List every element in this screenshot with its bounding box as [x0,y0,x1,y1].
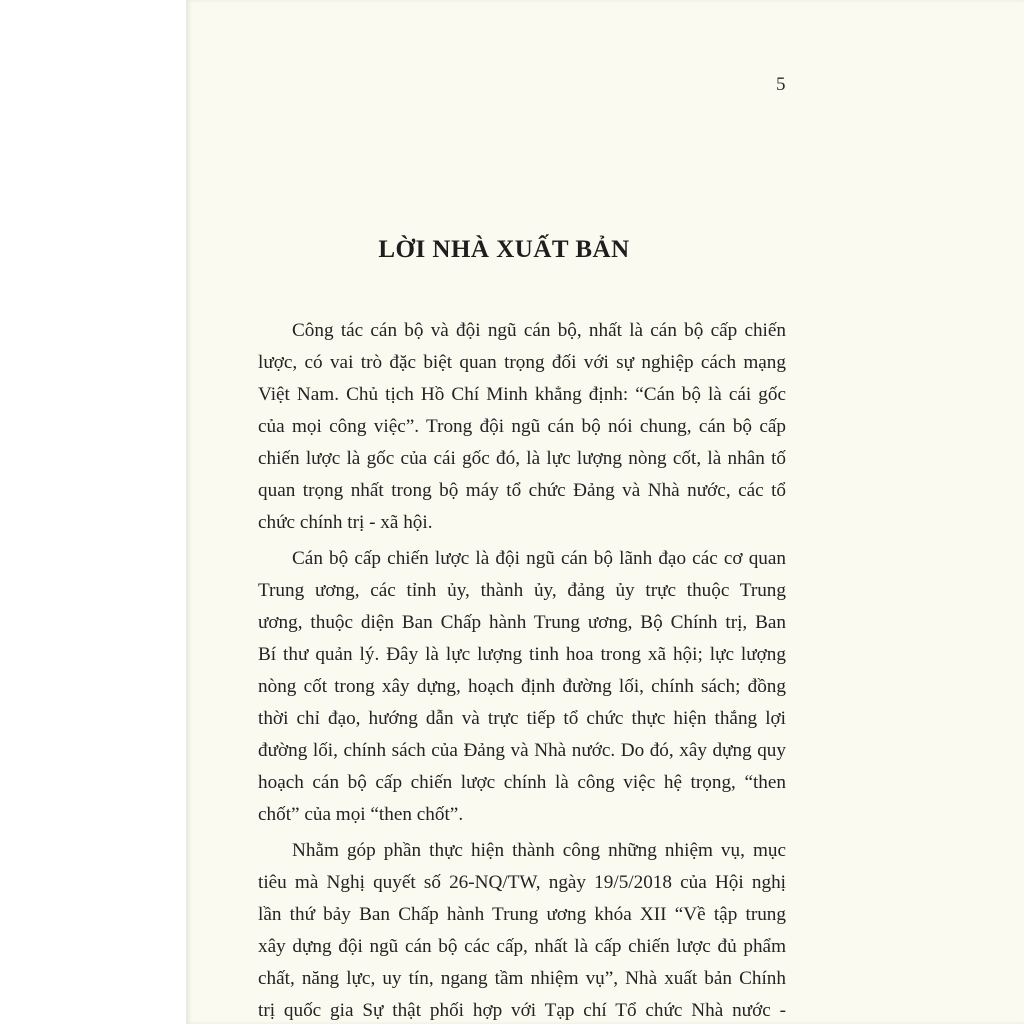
text-line: Trung ương, các tỉnh ủy, thành ủy, đảng ủy trực thuộc Trung [258,580,786,601]
text-line: Việt Nam. Chủ tịch Hồ Chí Minh khẳng định: “Cán bộ là cái gốc [258,384,786,405]
text-line: trị quốc gia Sự thật phối hợp với Tạp chí Tổ chức Nhà nước - [258,1000,786,1021]
text-line: chốt” của mọi “then chốt”. [258,804,464,825]
text-line: thời chỉ đạo, hướng dẫn và trực tiếp tổ chức thực hiện thắng lợi [258,708,786,729]
body-text [258,315,786,1031]
paragraph [258,543,786,831]
text-line: lược, có vai trò đặc biệt quan trọng đối với sự nghiệp cách mạng [258,352,786,373]
text-line: quan trọng nhất trong bộ máy tổ chức Đảng và Nhà nước, các tổ [258,480,786,501]
text-line: Bí thư quản lý. Đây là lực lượng tinh hoa trong xã hội; lực lượng [258,644,786,665]
text-line: Cán bộ cấp chiến lược là đội ngũ cán bộ lãnh đạo các cơ quan [292,548,786,569]
text-line: đường lối, chính sách của Đảng và Nhà nước. Do đó, xây dựng quy [258,740,786,761]
text-line: chiến lược là gốc của cái gốc đó, là lực lượng nòng cốt, là nhân tố [258,448,786,469]
text-line: hoạch cán bộ cấp chiến lược chính là công việc hệ trọng, “then [258,772,786,793]
text-line: Nhằm góp phần thực hiện thành công những nhiệm vụ, mục [292,840,786,861]
paragraph [258,315,786,539]
paragraph [258,835,786,1027]
text-line: chất, năng lực, uy tín, ngang tầm nhiệm vụ”, Nhà xuất bản Chính [258,968,786,989]
page-number: 5 [776,74,786,95]
text-line: Công tác cán bộ và đội ngũ cán bộ, nhất là cán bộ cấp chiến [292,320,786,341]
text-line: xây dựng đội ngũ cán bộ các cấp, nhất là cấp chiến lược đủ phẩm [258,936,786,957]
text-line: nòng cốt trong xây dựng, hoạch định đường lối, chính sách; đồng [258,676,786,697]
text-line: tiêu mà Nghị quyết số 26-NQ/TW, ngày 19/5/2018 của Hội nghị [258,872,786,893]
page-title: LỜI NHÀ XUẤT BẢN [378,236,630,263]
text-line: lần thứ bảy Ban Chấp hành Trung ương khóa XII “Về tập trung [258,904,786,925]
text-line: ương, thuộc diện Ban Chấp hành Trung ương, Bộ Chính trị, Ban [258,612,786,633]
text-line: của mọi công việc”. Trong đội ngũ cán bộ nói chung, cán bộ cấp [258,416,786,437]
text-line: chức chính trị - xã hội. [258,512,433,533]
